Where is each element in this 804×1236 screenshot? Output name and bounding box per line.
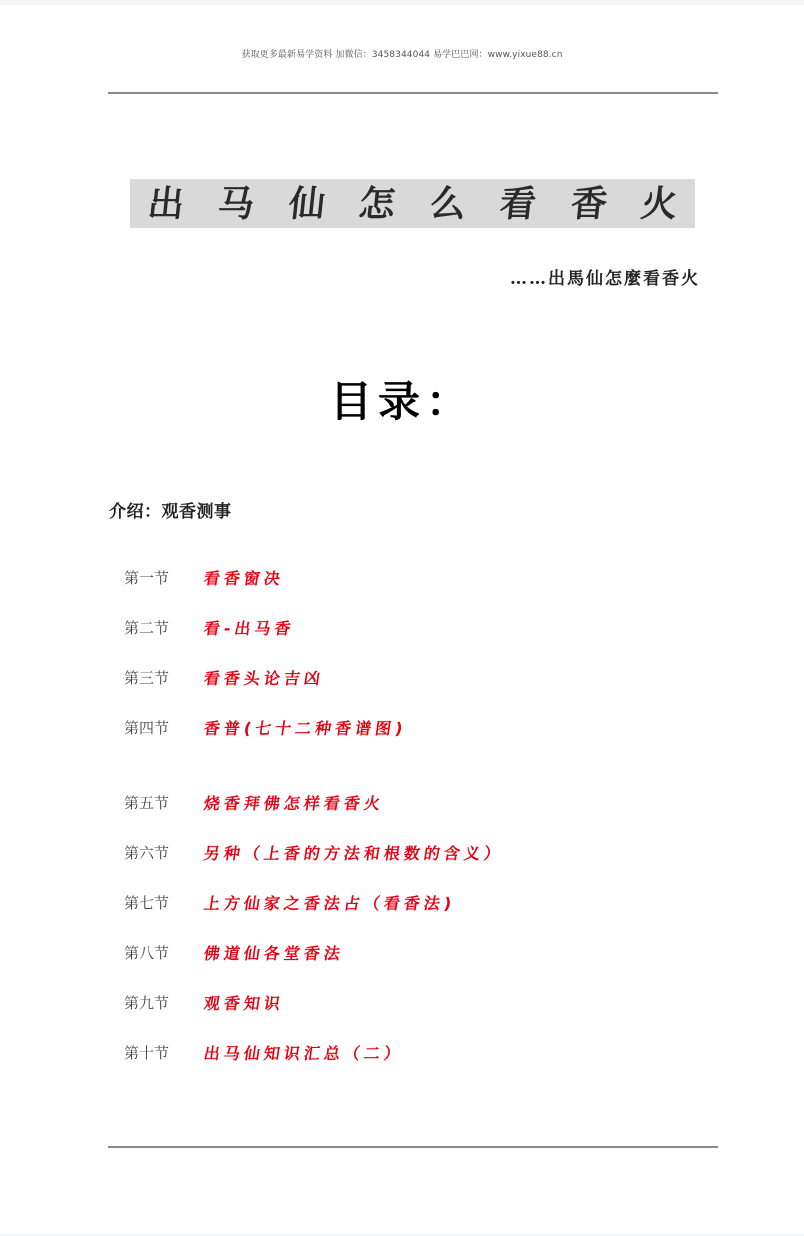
toc-section-number: 第三节 <box>124 668 170 687</box>
title-banner <box>130 179 695 228</box>
toc-item <box>124 615 295 639</box>
toc-section-title: 烧香拜佛怎样看香火 <box>202 793 386 813</box>
title-char: 怎 <box>357 182 398 225</box>
toc-section-title: 佛道仙各堂香法 <box>202 943 346 963</box>
toc-section-number: 第九节 <box>124 993 170 1012</box>
toc-section-title: 看香窗决 <box>202 568 286 588</box>
document-page <box>0 5 804 1234</box>
toc-section-number: 第一节 <box>124 568 170 587</box>
toc-item <box>124 565 284 589</box>
toc-section-number: 第七节 <box>124 893 170 912</box>
title-char: 仙 <box>286 182 328 225</box>
intro-line: 介绍：观香测事 <box>109 502 232 522</box>
toc-section-number: 第十节 <box>124 1043 170 1062</box>
toc-heading: 目录： <box>329 377 474 426</box>
toc-section-number: 第五节 <box>124 793 170 812</box>
toc-section-number: 第四节 <box>124 718 170 737</box>
toc-section-title: 看香头论吉凶 <box>202 668 326 688</box>
toc-section-title: 观香知识 <box>202 993 286 1013</box>
footer-rule <box>108 1146 718 1148</box>
toc-item <box>124 840 504 864</box>
title-char: 么 <box>427 182 468 225</box>
title-char: 香 <box>568 182 609 225</box>
toc-item <box>124 790 384 814</box>
toc-item <box>124 715 407 739</box>
toc-item <box>124 665 324 689</box>
title-char: 出 <box>145 182 187 225</box>
title-char: 看 <box>497 182 539 225</box>
toc-section-number: 第二节 <box>124 618 170 637</box>
toc-section-number: 第六节 <box>124 843 170 862</box>
toc-section-title: 香普(七十二种香谱图) <box>202 718 408 738</box>
toc-item <box>124 990 284 1014</box>
toc-section-title: 上方仙家之香法占（看香法) <box>202 893 457 913</box>
toc-item <box>124 1040 404 1064</box>
header-rule <box>108 92 718 94</box>
title-char: 马 <box>216 182 257 225</box>
subtitle: ……出馬仙怎麼看香火 <box>510 269 700 289</box>
title-char: 火 <box>638 182 680 225</box>
toc-section-title: 看-出马香 <box>202 618 296 638</box>
page-header-text: 获取更多最新易学资料 加微信：3458344044 易学巴巴网：www.yixue88.cn <box>241 50 563 60</box>
toc-section-number: 第八节 <box>124 943 170 962</box>
toc-item <box>124 940 344 964</box>
toc-section-title: 出马仙知识汇总（二） <box>202 1043 406 1063</box>
toc-section-title: 另种（上香的方法和根数的含义） <box>202 843 506 863</box>
toc-item <box>124 890 455 914</box>
